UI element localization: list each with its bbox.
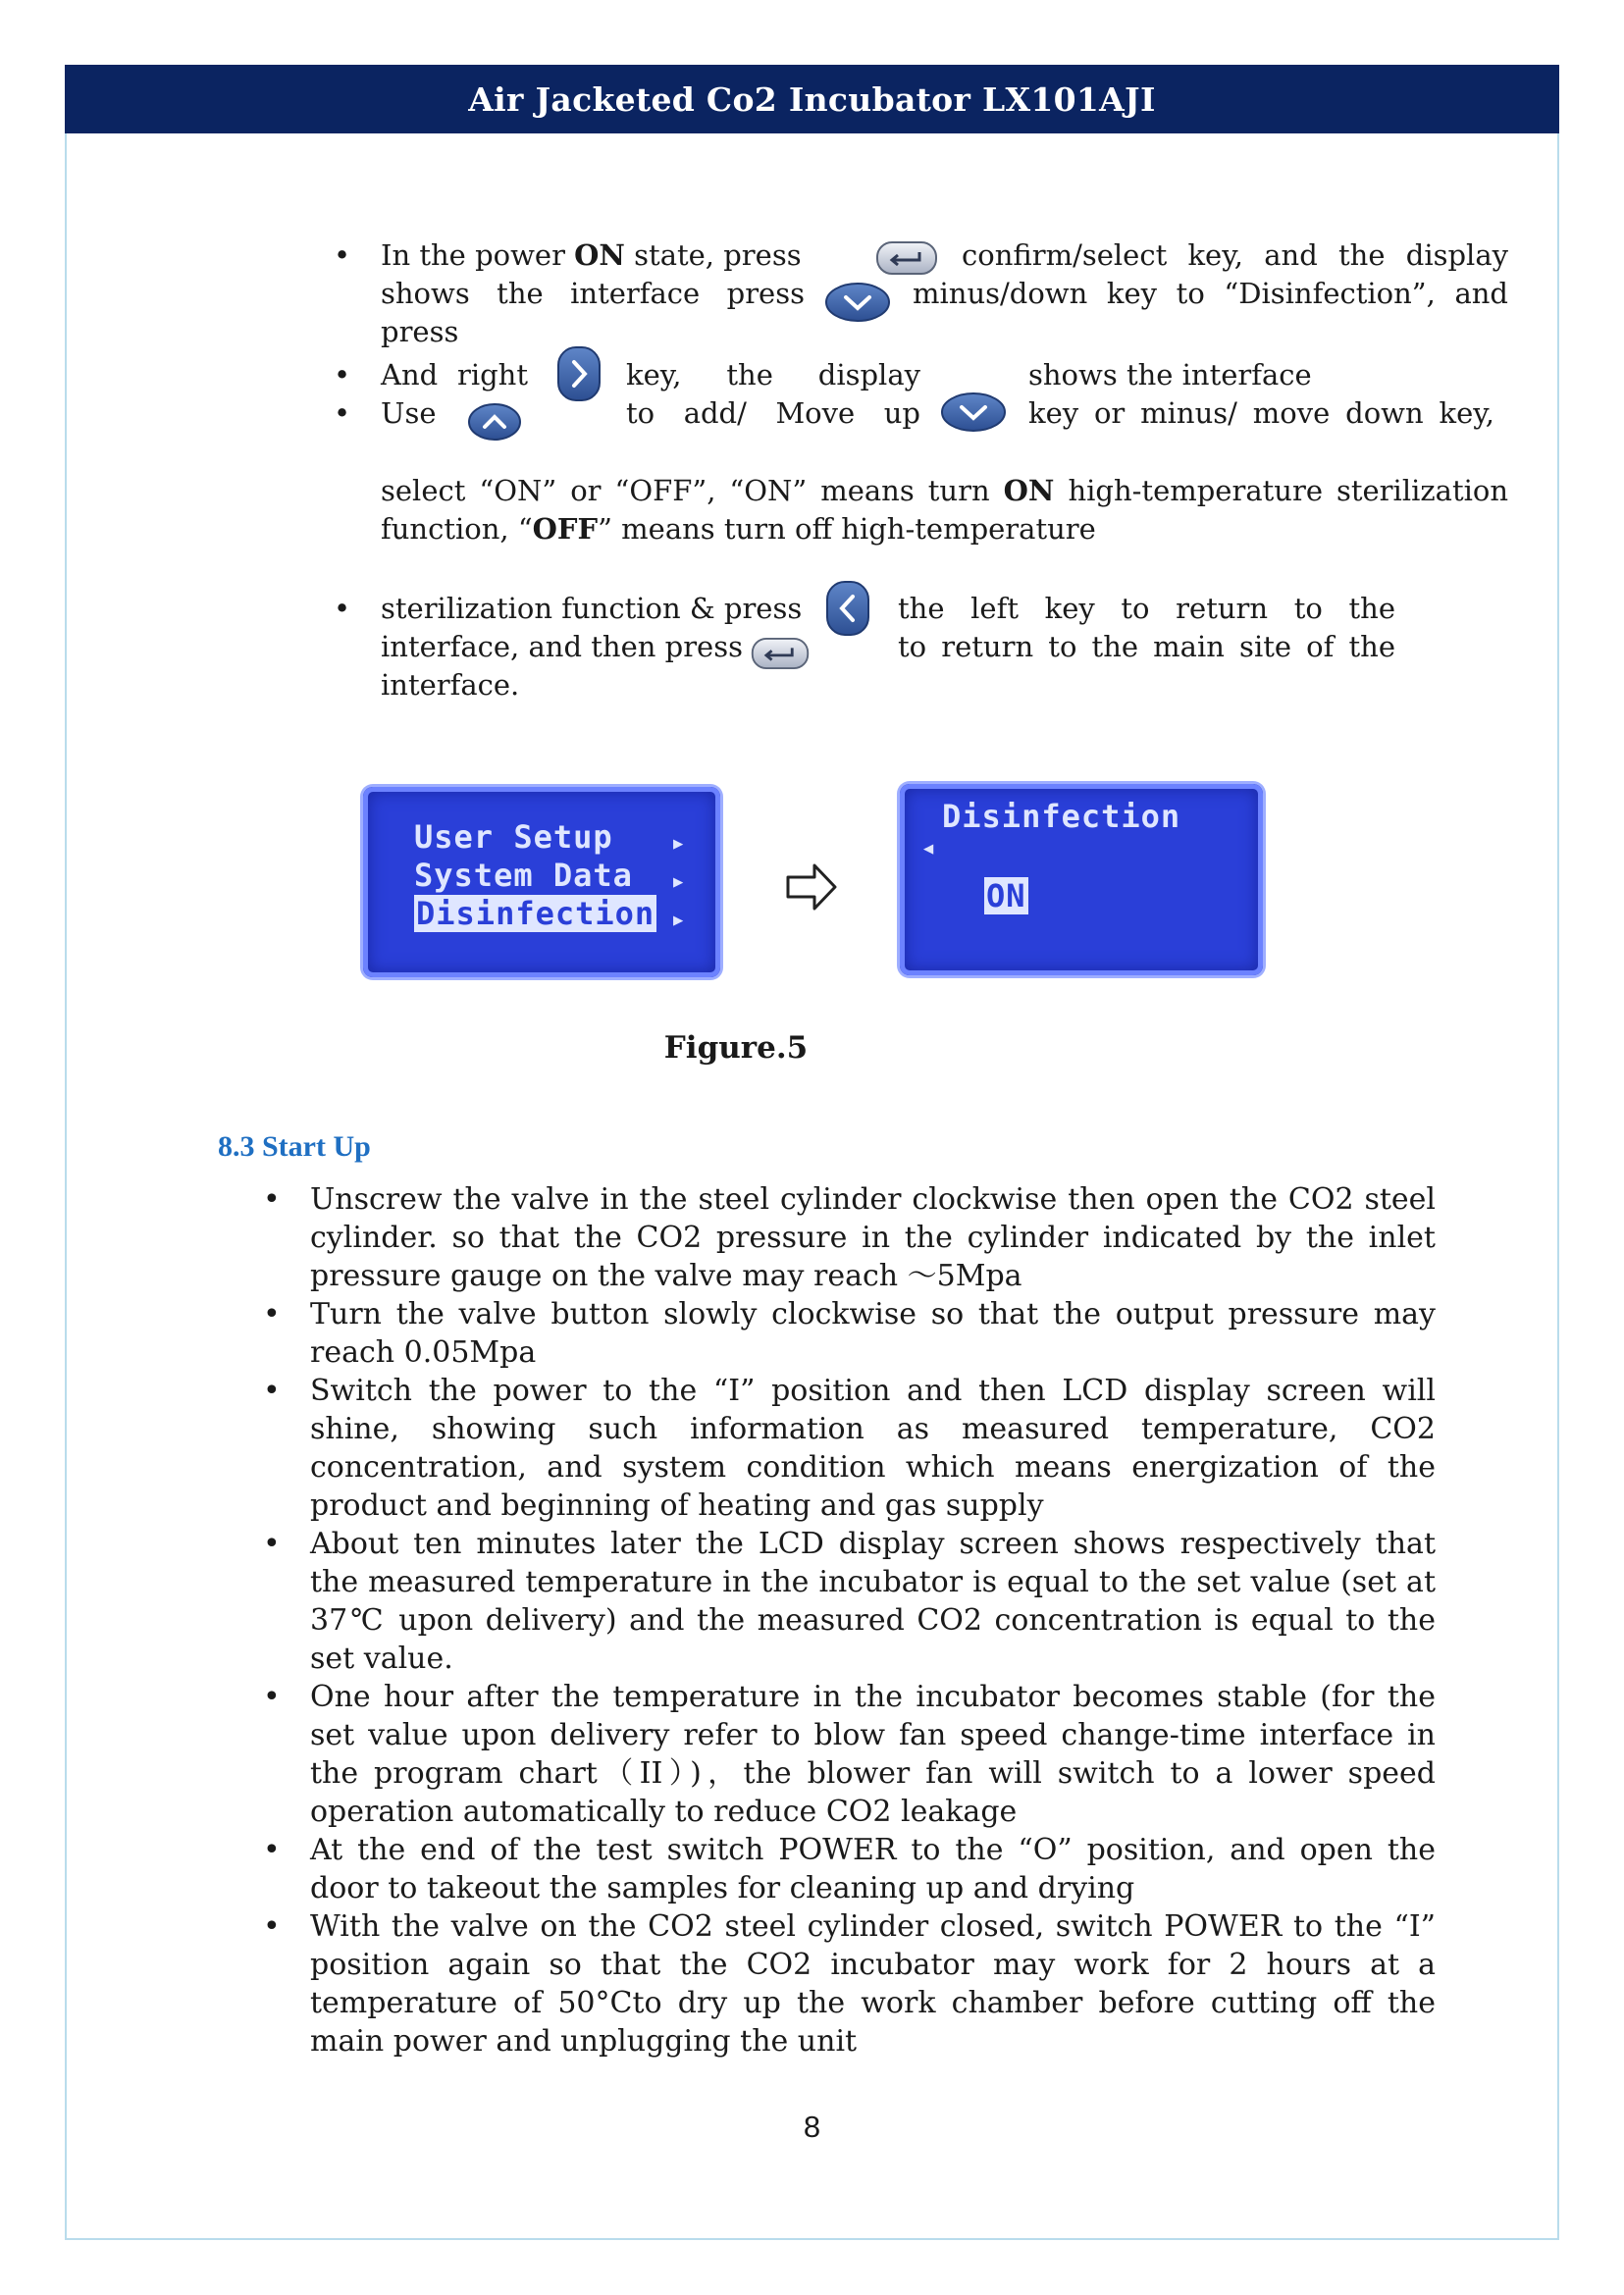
list-item-text: • Switch the power to the “I” position and then LCD display screen will shine, showing such information as measured temperature, CO2 concentration, and system condition which means energization of the product and beginning of heating and gas supply bbox=[310, 1374, 1436, 1523]
bullet-dot: • bbox=[334, 238, 351, 272]
intro-b3-middle: to add/ Move up bbox=[626, 396, 920, 430]
list-item bbox=[263, 1372, 1436, 1525]
intro-b3-left: Use bbox=[381, 396, 437, 430]
intro-b4-line3: interface. bbox=[381, 668, 520, 702]
intro-b2-middle: key, the display bbox=[626, 358, 920, 391]
bullet-dot: • bbox=[334, 592, 351, 625]
list-item-text: • About ten minutes later the LCD display screen shows respectively that the measured temperature in the incubator is equal to the set value (set at 37℃ upon delivery) and the measured CO2 concentration is equal to the set value. bbox=[310, 1527, 1436, 1676]
confirm-enter-key-icon bbox=[751, 638, 810, 669]
text: state, press bbox=[634, 238, 802, 272]
lcd-right-arrow-icon: ▶ bbox=[673, 834, 684, 854]
intro-b1-line1-left bbox=[381, 236, 802, 275]
text-bold: ON bbox=[574, 238, 625, 272]
right-key-icon bbox=[556, 345, 602, 402]
intro-b1-line2-right: minus/down key to “Disinfection”, and bbox=[913, 277, 1508, 310]
header-title: Air Jacketed Co2 Incubator LX101AJI bbox=[468, 79, 1156, 119]
text: high-temperature sterilization bbox=[1068, 474, 1509, 507]
intro-p1-line1 bbox=[381, 472, 1508, 510]
intro-p1-line2 bbox=[381, 510, 1096, 548]
intro-b1-line1-right: confirm/select key, and the display bbox=[962, 238, 1508, 272]
start-up-list bbox=[263, 1180, 1436, 2060]
text: ” means turn off high-temperature bbox=[598, 512, 1096, 546]
intro-b2-right: shows the interface bbox=[1028, 358, 1312, 391]
minus-down-key-icon bbox=[940, 391, 1007, 433]
intro-b4-line2-left: interface, and then press bbox=[381, 630, 743, 663]
list-item-text: • With the valve on the CO2 steel cylinder closed, switch POWER to the “I” position again so that the CO2 incubator may work for 2 hours at a temperature of 50°Cto dry up the work chamber before cutting off the main power and unplugging the unit bbox=[310, 1909, 1436, 2059]
lcd-menu-row: System Data bbox=[414, 857, 633, 894]
list-item-text: • One hour after the temperature in the incubator becomes stable (for the set value upon delivery refer to blow fan speed change-time interface in the program chart（II）)，the blower fan will switch to a lower speed operation automatically to reduce CO2 leakage bbox=[310, 1680, 1436, 1829]
text-bold: OFF bbox=[532, 512, 599, 546]
intro-b1-line2-left: shows the interface press bbox=[381, 277, 805, 310]
lcd-value-selected: ON bbox=[986, 877, 1026, 914]
list-item-text: • Turn the valve button slowly clockwise so that the output pressure may reach 0.05Mpa bbox=[310, 1297, 1436, 1370]
lcd-left-arrow-icon: ◀ bbox=[923, 839, 934, 859]
text: In the power bbox=[381, 238, 565, 272]
intro-b2-left: And right bbox=[381, 358, 528, 391]
list-item-text: • Unscrew the valve in the steel cylinder clockwise then open the CO2 steel cylinder. so that the CO2 pressure in the cylinder indicated by the inlet pressure gauge on the valve may reach ～5Mpa bbox=[310, 1182, 1436, 1293]
intro-b4-line1-left: sterilization function & press bbox=[381, 592, 803, 625]
list-item bbox=[263, 1525, 1436, 1678]
figure-caption: Figure.5 bbox=[663, 1030, 809, 1066]
lcd-menu-row-selected: Disinfection bbox=[416, 895, 655, 932]
list-item-text: • At the end of the test switch POWER to the “O” position, and open the door to takeout the samples for cleaning up and drying bbox=[310, 1833, 1436, 1905]
right-arrow-icon bbox=[785, 861, 838, 913]
intro-b3-right: key or minus/ move down key, bbox=[1028, 396, 1494, 430]
lcd-right-arrow-icon: ▶ bbox=[673, 911, 684, 930]
add-up-key-icon bbox=[467, 402, 522, 442]
bullet-dot: • bbox=[334, 396, 351, 430]
intro-b4-line1-right: the left key to return to the bbox=[898, 592, 1395, 625]
lcd-title: Disinfection bbox=[942, 798, 1181, 835]
list-item bbox=[263, 1295, 1436, 1372]
list-item bbox=[263, 1831, 1436, 1907]
lcd-screen-menu bbox=[363, 787, 720, 977]
document-header bbox=[65, 65, 1559, 133]
list-item bbox=[263, 1180, 1436, 1295]
lcd-right-arrow-icon: ▶ bbox=[673, 872, 684, 892]
lcd-menu-row: User Setup bbox=[414, 818, 613, 856]
text-bold: ON bbox=[1003, 474, 1055, 507]
list-item bbox=[263, 1907, 1436, 2060]
text: function, “ bbox=[381, 512, 533, 546]
intro-b1-line3: press bbox=[381, 315, 459, 348]
intro-b4-line2-right: to return to the main site of the bbox=[898, 630, 1395, 663]
lcd-screen-disinfection bbox=[900, 784, 1263, 975]
section-heading: 8.3 Start Up bbox=[218, 1130, 371, 1163]
text: select “ON” or “OFF”, “ON” means turn bbox=[381, 474, 990, 507]
minus-down-key-icon bbox=[824, 282, 891, 323]
confirm-enter-key-icon bbox=[876, 241, 937, 275]
list-item bbox=[263, 1678, 1436, 1831]
bullet-dot: • bbox=[334, 358, 351, 391]
left-key-icon bbox=[825, 580, 870, 637]
page-number: 8 bbox=[803, 2110, 821, 2144]
